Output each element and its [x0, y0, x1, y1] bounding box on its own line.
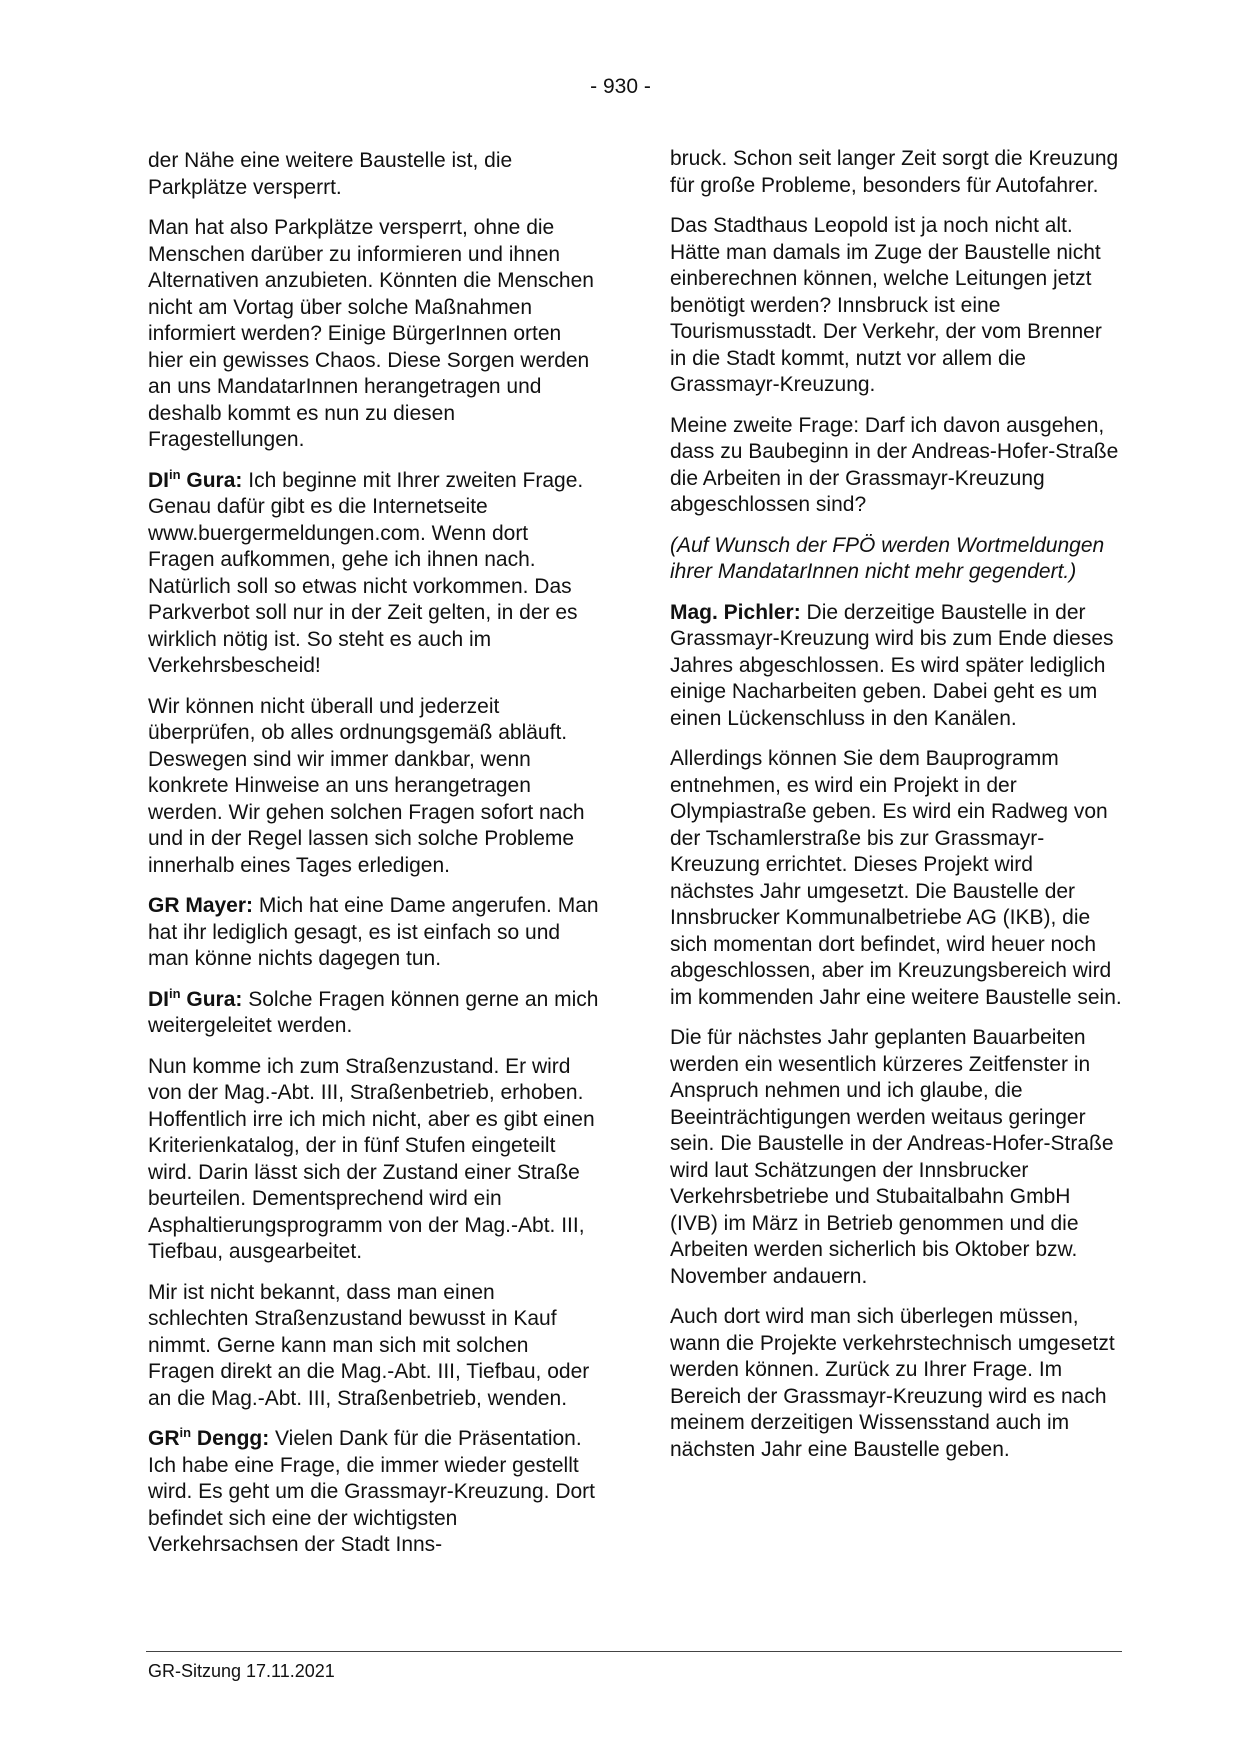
- speaker-name: GR Mayer:: [148, 894, 254, 917]
- paragraph: Auch dort wird man sich überlegen müssen, wann die Projekte verkehrstechnisch umgesetzt werden können. Zurück zu Ihrer Frage. Im Bereich der Grassmayr-Kreuzung wird es nach meinem derzeitigen Wissensstand auch im nächsten Jahr eine Baustelle geben.: [670, 1305, 1115, 1461]
- speech-paragraph: $DI^{in}$ Gura: Ich beginne mit Ihrer zweiten Frage. Genau dafür gibt es die Internetseite www.buergermeldungen.com. Wenn dort Fragen aufkommen, gehe ich ihnen nach. Natürlich soll so etwas nicht vorkommen. Das Parkverbot soll nur in der Zeit gelten, in der es wirklich nötig ist. So steht es auch im Verkehrsbescheid!: [148, 466, 584, 677]
- paragraph: Das Stadthaus Leopold ist ja noch nicht alt. Hätte man damals im Zuge der Baustelle nicht einberechnen können, welche Leitungen jetzt benötigt werden? Innsbruck ist eine Tourismusstadt. Der Verkehr, der vom Brenner in die Stadt kommt, nutzt vor allem die Grassmayr-Kreuzung.: [670, 214, 1102, 396]
- speaker-name: $GR^{in}$ Dengg:: [148, 1425, 270, 1450]
- speech-paragraph: Mag. Pichler: Die derzeitige Baustelle in der Grassmayr-Kreuzung wird bis zum Ende dieses Jahres abgeschlossen. Es wird später lediglich einige Nacharbeiten geben. Dabei geht es um einen Lückenschluss in den Kanälen.: [670, 600, 1114, 730]
- editorial-note: (Auf Wunsch der FPÖ werden Wortmeldungen ihrer MandatarInnen nicht mehr gegendert.): [670, 533, 1105, 583]
- paragraph: Man hat also Parkplätze versperrt, ohne die Menschen darüber zu informieren und ihnen Alternativen anzubieten. Könnten die Menschen nicht am Vortag über solche Maßnahmen informiert werden? Einige BürgerInnen orten hier ein gewisses Chaos. Diese Sorgen werden an uns MandatarInnen herangetragen und deshalb kommt es nun zu diesen Fragestellungen.: [148, 216, 594, 451]
- speech-paragraph: $GR^{in}$ Dengg: Vielen Dank für die Präsentation. Ich habe eine Frage, die immer wieder gestellt wird. Es geht um die Grassmayr-Kreuzung. Dort befindet sich eine der wichtigsten Verkehrsachsen der Stadt Inns-: [148, 1425, 595, 1556]
- speaker-name: $DI^{in}$ Gura:: [148, 466, 243, 492]
- paragraph: Die für nächstes Jahr geplanten Bauarbeiten werden ein wesentlich kürzeres Zeitfenster in Anspruch nehmen und ich glaube, die Beeinträchtigungen werden weitaus geringer sein. Die Baustelle in der Andreas-Hofer-Straße wird laut Schätzungen der Innsbrucker Verkehrsbetriebe und Stubaitalbahn GmbH (IVB) im März in Betrieb genommen und die Arbeiten werden sicherlich bis Oktober bzw. November andauern.: [670, 1026, 1114, 1288]
- paragraph: bruck. Schon seit langer Zeit sorgt die Kreuzung für große Probleme, besonders für Autofahrer.: [670, 147, 1119, 197]
- footer-divider: [146, 1651, 1122, 1652]
- page-number: - 930 -: [590, 75, 651, 98]
- paragraph: der Nähe eine weitere Baustelle ist, die Parkplätze versperrt.: [148, 149, 513, 199]
- speaker-name: Mag. Pichler:: [670, 600, 801, 624]
- left-column: [148, 148, 600, 1573]
- paragraph: Nun komme ich zum Straßenzustand. Er wird von der Mag.-Abt. III, Straßenbetrieb, erhoben. Hoffentlich irre ich mich nicht, aber es gibt einen Kriterienkatalog, der in fünf Stufen eingeteilt wird. Darin lässt sich der Zustand einer Straße beurteilen. Dementsprechend wird ein Asphaltierungsprogramm von der Mag.-Abt. III, Tiefbau, ausgearbeitet.: [148, 1054, 595, 1263]
- speech-paragraph: GR Mayer: Mich hat eine Dame angerufen. Man hat ihr lediglich gesagt, es ist einfach so und man könne nichts dagegen tun.: [148, 894, 599, 970]
- paragraph: Wir können nicht überall und jederzeit überprüfen, ob alles ordnungsgemäß abläuft. Deswegen sind wir immer dankbar, wenn konkrete Hinweise an uns herangetragen werden. Wir gehen solchen Fragen sofort nach und in der Regel lassen sich solche Probleme innerhalb eines Tages erledigen.: [148, 694, 585, 877]
- footer-session-date: GR-Sitzung 17.11.2021: [148, 1661, 335, 1681]
- paragraph: Meine zweite Frage: Darf ich davon ausgehen, dass zu Baubeginn in der Andreas-Hofer-Straße die Arbeiten in der Grassmayr-Kreuzung abgeschlossen sind?: [670, 413, 1119, 516]
- speech-paragraph: $DI^{in}$ Gura: Solche Fragen können gerne an mich weitergeleitet werden.: [148, 985, 599, 1037]
- right-column: [670, 146, 1122, 1477]
- speaker-name: $DI^{in}$ Gura:: [148, 985, 243, 1011]
- paragraph: Mir ist nicht bekannt, dass man einen schlechten Straßenzustand bewusst in Kauf nimmt. Gerne kann man sich mit solchen Fragen direkt an die Mag.-Abt. III, Tiefbau, oder an die Mag.-Abt. III, Straßenbetrieb, wenden.: [148, 1280, 590, 1410]
- paragraph: Allerdings können Sie dem Bauprogramm entnehmen, es wird ein Projekt in der Olympiastraße geben. Es wird ein Radweg von der Tschamlerstraße bis zur Grassmayr-Kreuzung errichtet. Dieses Projekt wird nächstes Jahr umgesetzt. Die Baustelle der Innsbrucker Kommunalbetriebe AG (IKB), die sich momentan dort befindet, wird heuer noch abgeschlossen, aber im Kreuzungsbereich wird im kommenden Jahr eine weitere Baustelle sein.: [670, 747, 1122, 1009]
